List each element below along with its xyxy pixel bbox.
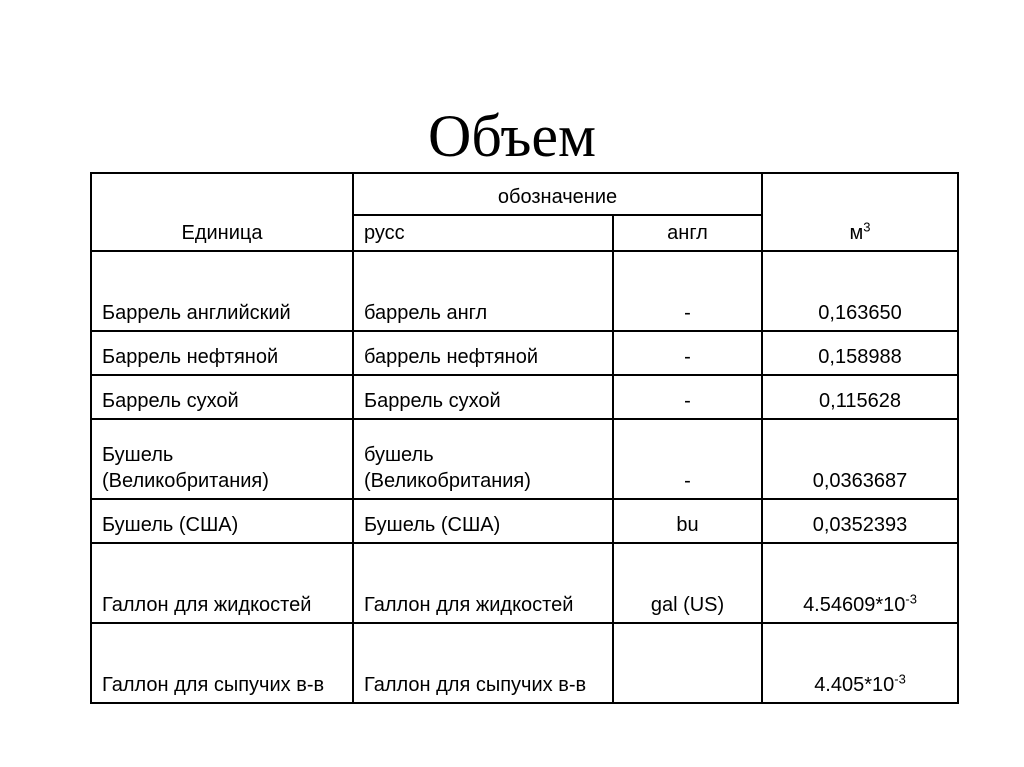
cell-m3 xyxy=(762,419,958,499)
cell-eng: - xyxy=(613,375,762,419)
cell-eng xyxy=(613,623,762,703)
header-m3-base: м xyxy=(849,222,864,244)
cell-rus: баррель нефтяной xyxy=(353,331,613,375)
header-m3-exponent: 3 xyxy=(863,219,871,235)
cell-rus: Бушель (США) xyxy=(353,499,613,543)
cell-m3 xyxy=(762,543,958,623)
table-row xyxy=(91,499,958,543)
header-designation: обозначение xyxy=(353,173,762,215)
header-m3 xyxy=(762,173,958,251)
table-row xyxy=(91,623,958,703)
cell-m3 xyxy=(762,623,958,703)
cell-eng: gal (US) xyxy=(613,543,762,623)
header-unit: Единица xyxy=(91,173,353,251)
cell-m3 xyxy=(762,251,958,331)
cell-eng: bu xyxy=(613,499,762,543)
cell-m3-value: 0,0352393 xyxy=(812,514,908,536)
table-row xyxy=(91,251,958,331)
table-row xyxy=(91,375,958,419)
cell-unit: Баррель сухой xyxy=(91,375,353,419)
table-row xyxy=(91,543,958,623)
cell-unit: Бушель (США) xyxy=(91,499,353,543)
cell-unit: Баррель нефтяной xyxy=(91,331,353,375)
cell-rus: баррель англ xyxy=(353,251,613,331)
header-rus: русс xyxy=(353,215,613,251)
table-row xyxy=(91,331,958,375)
cell-m3-value: 0,0363687 xyxy=(812,470,908,492)
cell-unit: Баррель английский xyxy=(91,251,353,331)
cell-rus: Галлон для сыпучих в-в xyxy=(353,623,613,703)
cell-eng: - xyxy=(613,251,762,331)
cell-m3-value: 4.405*10 xyxy=(814,674,895,696)
cell-m3-value: 4.54609*10 xyxy=(803,594,906,616)
cell-rus: Баррель сухой xyxy=(353,375,613,419)
cell-m3-exponent: -3 xyxy=(894,671,906,687)
cell-m3 xyxy=(762,499,958,543)
cell-rus: бушель (Великобритания) xyxy=(353,419,613,499)
header-row-top xyxy=(91,173,958,215)
cell-m3-value: 0,163650 xyxy=(818,302,902,324)
page-title: Объем xyxy=(428,103,596,169)
cell-eng: - xyxy=(613,419,762,499)
header-eng: англ xyxy=(613,215,762,251)
cell-m3 xyxy=(762,331,958,375)
cell-unit: Галлон для сыпучих в-в xyxy=(91,623,353,703)
cell-m3-value: 0,115628 xyxy=(819,390,901,412)
cell-eng: - xyxy=(613,331,762,375)
cell-m3-value: 0,158988 xyxy=(818,346,902,368)
table-row xyxy=(91,419,958,499)
cell-m3 xyxy=(762,375,958,419)
cell-unit: Бушель (Великобритания) xyxy=(91,419,353,499)
volume-units-table xyxy=(90,172,959,704)
cell-rus: Галлон для жидкостей xyxy=(353,543,613,623)
cell-m3-exponent: -3 xyxy=(905,591,917,607)
cell-unit: Галлон для жидкостей xyxy=(91,543,353,623)
